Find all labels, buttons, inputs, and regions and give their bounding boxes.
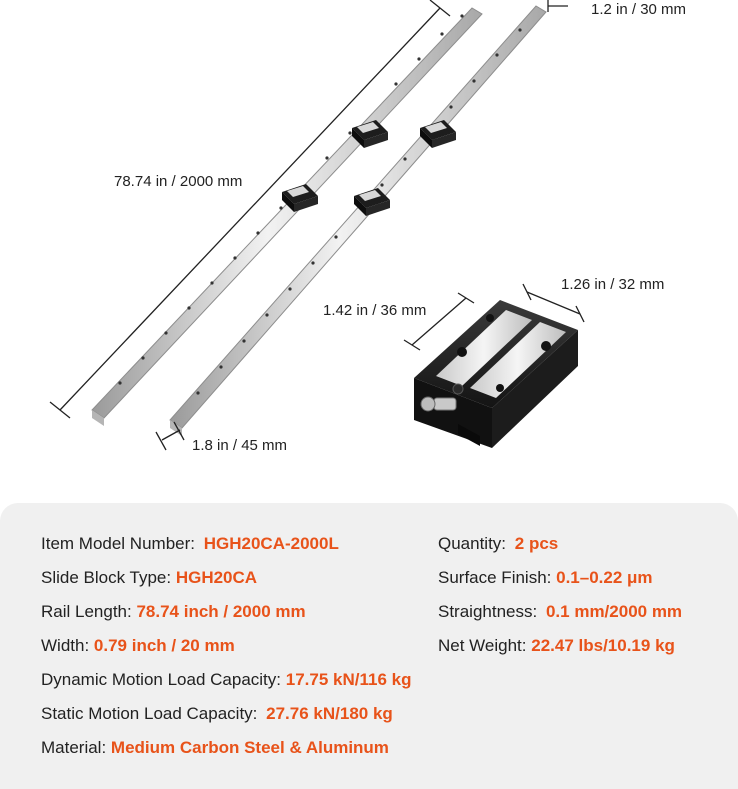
specifications-panel	[0, 503, 738, 789]
spec-value: 0.1 mm/2000 mm	[545, 602, 683, 621]
rail-length-dimension-line	[50, 0, 450, 418]
spec-dynamic-load	[41, 670, 411, 690]
spec-value: 22.47 lbs/10.19 kg	[531, 636, 675, 655]
spec-label: Rail Length:	[41, 602, 132, 621]
spec-rail-length	[41, 602, 306, 622]
spec-value: 27.76 kN/180 kg	[266, 704, 393, 723]
spec-value: 17.75 kN/116 kg	[285, 670, 412, 689]
spec-width	[41, 636, 235, 656]
spec-surface-finish	[438, 568, 653, 588]
spec-label: Material:	[41, 738, 107, 757]
spec-label: Quantity:	[438, 534, 507, 553]
spec-label: Item Model Number:	[41, 534, 195, 553]
block-length-label: 1.26 in / 32 mm	[561, 276, 665, 293]
spec-model-number	[41, 534, 339, 554]
rail-spacing-dimension-line	[548, 0, 568, 12]
spec-label: Slide Block Type:	[41, 568, 172, 587]
spec-label: Straightness:	[438, 602, 538, 621]
spec-value: 0.79 inch / 20 mm	[93, 636, 235, 655]
spec-net-weight	[438, 636, 675, 656]
linear-rail-left	[92, 8, 482, 426]
spec-static-load	[41, 704, 393, 724]
spec-value: HGH20CA-2000L	[203, 534, 339, 553]
spec-label: Width:	[41, 636, 90, 655]
spec-slide-block-type	[41, 568, 257, 588]
spec-label: Dynamic Motion Load Capacity:	[41, 670, 282, 689]
rail-spacing-label: 1.2 in / 30 mm	[591, 1, 687, 18]
block-width-label: 1.42 in / 36 mm	[323, 302, 427, 319]
spec-value: HGH20CA	[175, 568, 258, 587]
spec-value: 2 pcs	[514, 534, 559, 553]
spec-value: 78.74 inch / 2000 mm	[136, 602, 306, 621]
spec-label: Static Motion Load Capacity:	[41, 704, 258, 723]
spec-value: 0.1–0.22 μm	[556, 568, 653, 587]
spec-straightness	[438, 602, 682, 622]
spec-value: Medium Carbon Steel & Aluminum	[110, 738, 389, 757]
spec-label: Net Weight:	[438, 636, 527, 655]
spec-material	[41, 738, 389, 758]
rail-length-label: 78.74 in / 2000 mm	[114, 173, 243, 190]
spec-label: Surface Finish:	[438, 568, 552, 587]
rail-height-label: 1.8 in / 45 mm	[192, 437, 288, 454]
spec-quantity	[438, 534, 558, 554]
